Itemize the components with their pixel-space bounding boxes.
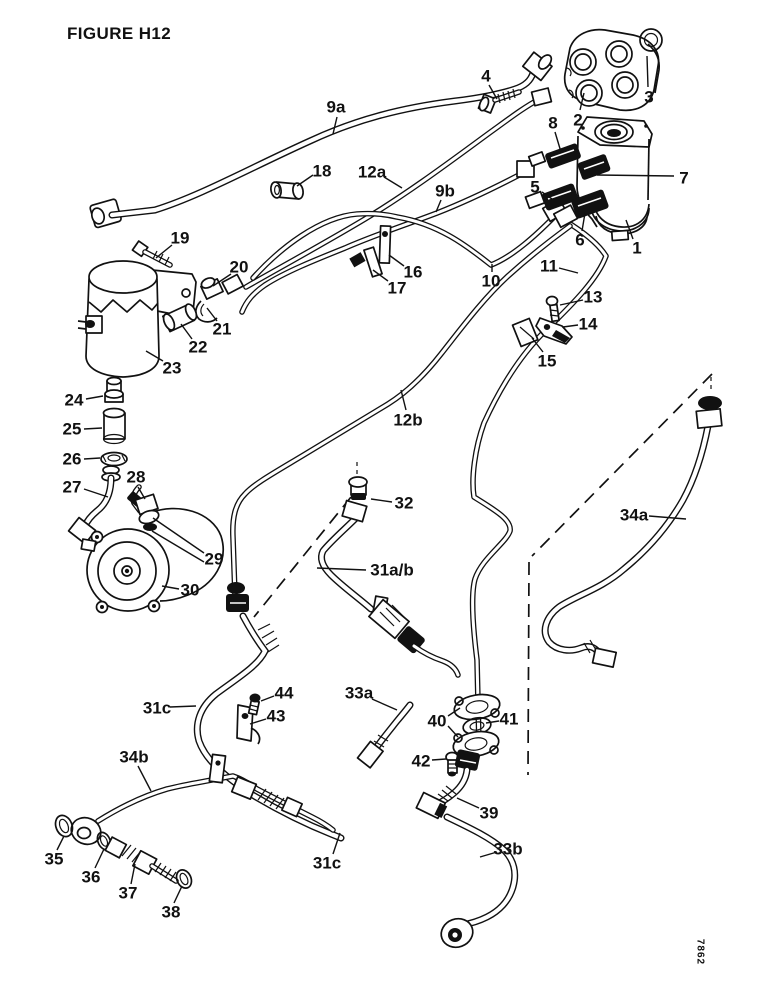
part-label-9b: 9b [435,181,455,201]
part-label-29: 29 [204,549,224,569]
leader-line-9a [333,117,337,134]
part-label-38: 38 [161,902,181,922]
part-label-35: 35 [44,849,64,869]
part-label-32: 32 [394,493,414,513]
part-label-13: 13 [583,287,603,307]
leader-line-41 [486,721,499,723]
part-label-8: 8 [548,113,558,133]
leader-line-40 [448,726,458,737]
part-label-12a: 12a [357,162,387,182]
leader-line-4 [489,85,497,99]
part-label-31c-upper: 31c [142,698,172,718]
part-label-43: 43 [266,706,286,726]
leader-line-7 [597,175,674,176]
leader-line-34b [138,766,151,791]
leader-line-11 [559,268,578,273]
part-label-14: 14 [578,314,598,334]
part-label-9a: 9a [326,97,346,117]
part-label-22: 22 [188,337,208,357]
part-label-12b: 12b [393,410,423,430]
leader-line-6 [582,213,585,231]
part-label-24: 24 [64,390,84,410]
part-label-44: 44 [274,683,294,703]
leader-line-24 [86,396,103,399]
figure-title: FIGURE H12 [67,24,172,43]
leader-line-30 [162,586,179,589]
leader-line-32 [371,499,392,502]
part-label-15: 15 [537,351,557,371]
part-label-23: 23 [162,358,182,378]
part-label-28: 28 [126,467,146,487]
leader-line-5 [542,192,552,199]
leader-line-25 [84,428,102,429]
part-label-42: 42 [411,751,431,771]
part-label-34b: 34b [119,747,149,767]
part-label-41: 41 [499,709,519,729]
part-label-36: 36 [81,867,101,887]
leader-line-34a [649,516,686,519]
part-label-18: 18 [312,161,332,181]
leader-line-2 [580,93,584,110]
leader-line-31ab [317,568,366,570]
leader-line-44 [261,696,274,701]
leader-line-13 [560,300,583,305]
part-label-20: 20 [229,257,249,277]
part-label-39: 39 [479,803,499,823]
leader-line-20 [213,274,231,286]
leader-line-38 [174,886,182,903]
part-label-33a: 33a [344,683,374,703]
part-label-7: 7 [679,168,689,188]
part-label-37: 37 [118,883,138,903]
part-label-31c-lower: 31c [312,853,342,873]
leader-line-40 [448,708,460,716]
part-label-1: 1 [632,238,642,258]
leader-line-36 [95,849,104,868]
part-label-6: 6 [575,230,585,250]
leader-line-14 [563,325,578,327]
leader-line-35 [57,836,64,850]
part-label-21: 21 [212,319,232,339]
leader-line-17 [373,270,388,281]
part-label-16: 16 [403,262,423,282]
part-label-17: 17 [387,278,407,298]
leader-line-31c-upper [170,706,196,707]
part-label-31ab: 31a/b [370,560,414,580]
part-label-10: 10 [481,271,501,291]
plate-number: 7862 [694,938,706,966]
part-label-27: 27 [62,477,82,497]
leader-line-37 [131,864,135,884]
leader-line-12a [384,177,402,188]
leader-line-39 [457,798,479,808]
part-label-2: 2 [573,110,583,130]
leader-line-28 [138,487,145,499]
leader-line-42 [432,759,446,760]
leader-line-31c-lower [333,833,340,854]
part-label-26: 26 [62,449,82,469]
leader-line-43 [250,719,266,724]
part-label-3: 3 [644,87,654,107]
part-label-25: 25 [62,419,82,439]
part-label-33b: 33b [493,839,523,859]
leader-line-3 [647,56,648,87]
leader-line-33a [372,699,397,710]
leader-line-12b [401,390,406,410]
part-label-5: 5 [530,177,540,197]
leader-line-23 [146,351,163,361]
part-label-30: 30 [180,580,200,600]
part-label-19: 19 [170,228,190,248]
part-label-11: 11 [540,256,558,276]
leader-line-15 [532,338,543,352]
leader-line-27 [84,489,108,497]
part-label-4: 4 [481,66,491,86]
leader-line-26 [84,458,100,459]
leader-line-8 [555,132,561,152]
leader-line-18 [297,175,313,186]
leader-line-9b [436,200,441,212]
part-label-34a: 34a [619,505,649,525]
leader-line-16 [389,255,404,266]
leader-line-1 [626,220,633,239]
part-label-40: 40 [427,711,447,731]
